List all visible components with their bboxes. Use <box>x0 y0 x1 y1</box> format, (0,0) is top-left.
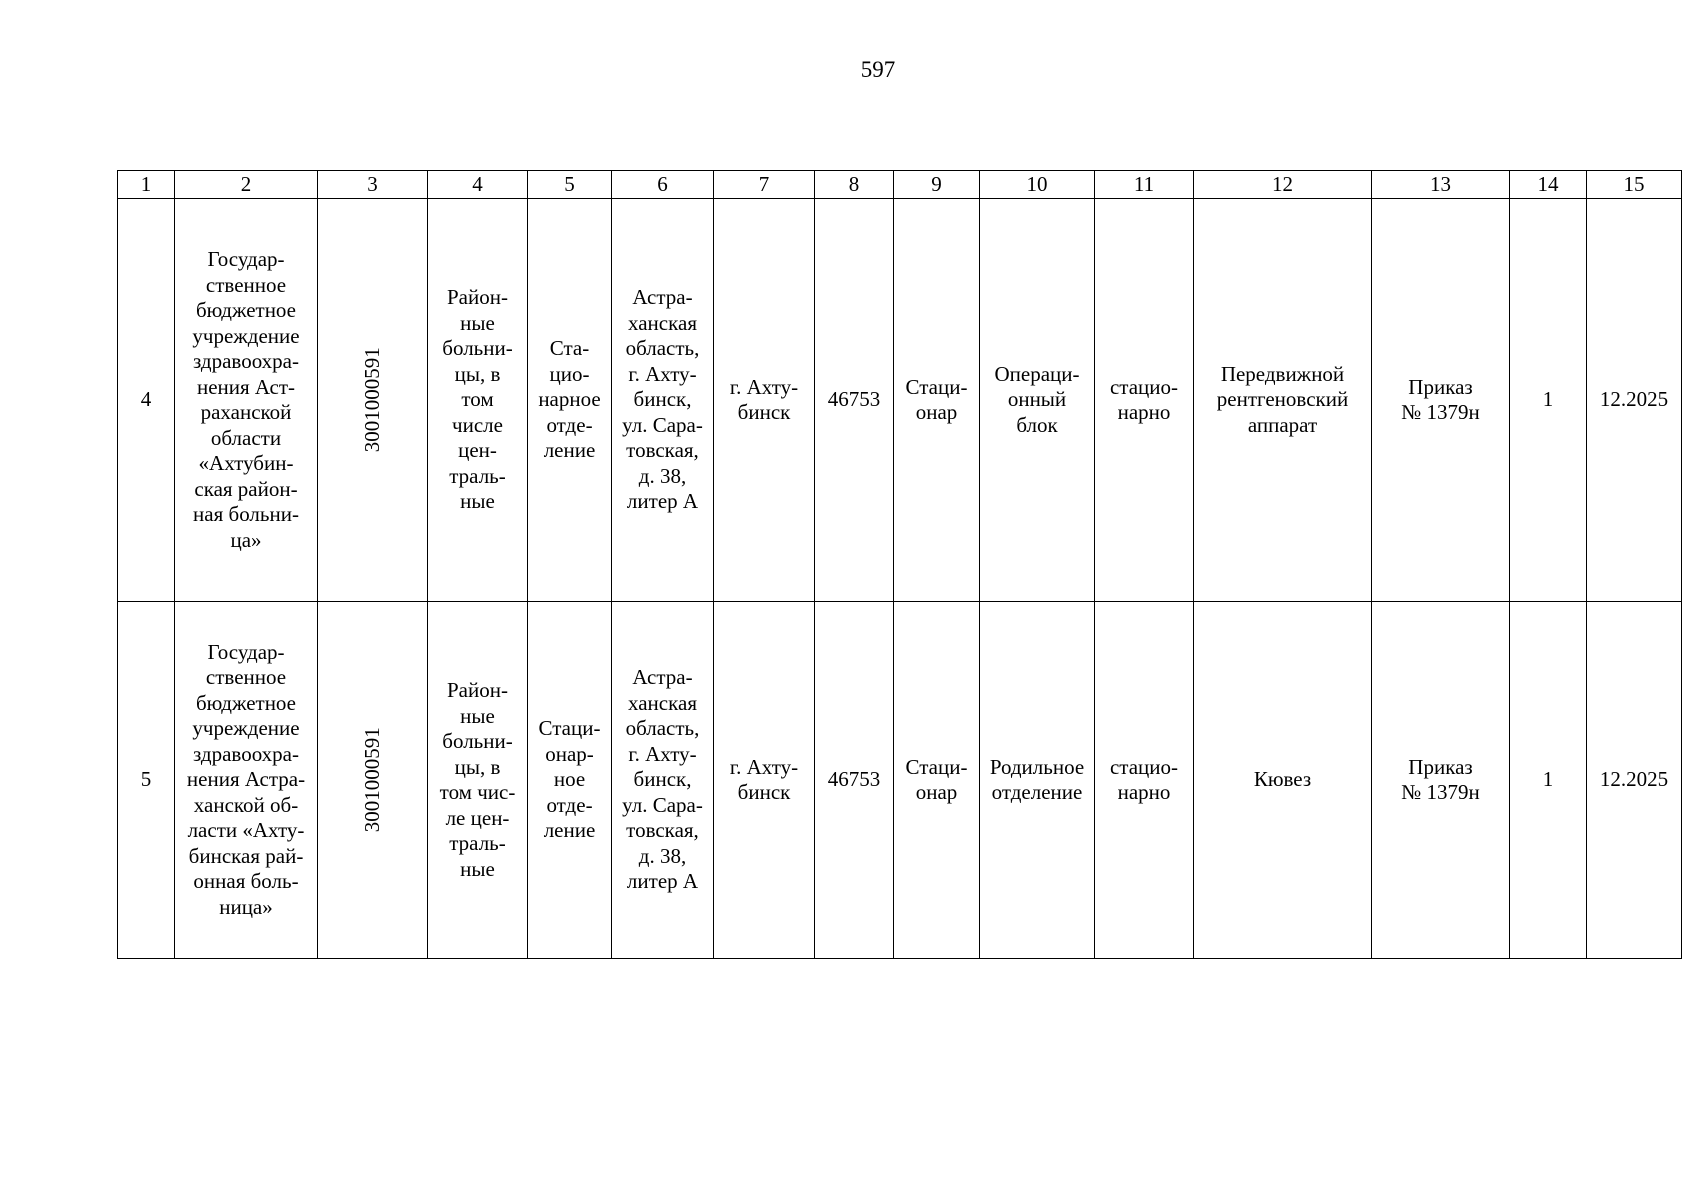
equipment-table <box>117 170 1682 959</box>
page-number: 597 <box>860 57 896 82</box>
cell-line: Государ- <box>207 639 285 664</box>
unit-cell <box>528 199 612 602</box>
cell-line: онар <box>915 400 958 424</box>
order-cell <box>1372 602 1510 959</box>
cell-line: товская, <box>626 438 699 463</box>
cell-line: ул. Сара- <box>622 412 703 437</box>
cell-line: Стаци- <box>538 716 601 741</box>
row-number-cell: 4 <box>118 199 175 602</box>
header-cell: 13 <box>1372 171 1510 199</box>
cell-line: учреждение <box>192 323 300 348</box>
header-cell: 1 <box>118 171 175 199</box>
cell-line: здравоохра- <box>193 741 299 766</box>
table-row <box>118 199 1682 602</box>
cell-line: Кювез <box>1253 767 1312 792</box>
header-cell: 2 <box>175 171 318 199</box>
cell-line: цен- <box>458 438 497 463</box>
code-cell <box>318 602 428 959</box>
cell-line: литер А <box>626 489 699 514</box>
cell-lines <box>1196 362 1369 439</box>
cell-line: аппарат <box>1247 412 1318 437</box>
cell-line: Приказ <box>1408 374 1473 399</box>
cell-line: ласти «Ахту- <box>187 818 305 843</box>
cell-lines <box>530 336 609 464</box>
cell-lines <box>430 678 525 882</box>
cell-line: отде- <box>546 412 593 437</box>
cell-line: ственное <box>205 665 287 690</box>
form-cell <box>894 602 980 959</box>
header-cell: 4 <box>428 171 528 199</box>
cell-line: нения Аст- <box>196 374 296 399</box>
cell-line: Родильное <box>989 754 1085 779</box>
cell-line: ле цен- <box>445 805 510 830</box>
header-cell: 6 <box>612 171 714 199</box>
cell-lines <box>1097 375 1191 426</box>
cell-line: траль- <box>449 463 506 488</box>
unit-cell <box>528 602 612 959</box>
department-cell <box>980 199 1095 602</box>
cell-line: ца» <box>230 527 262 552</box>
cell-line: здравоохра- <box>193 349 299 373</box>
cell-lines <box>430 285 525 515</box>
cell-line: больни- <box>442 336 513 361</box>
cell-lines <box>530 716 609 844</box>
cell-line: ные <box>460 489 495 514</box>
cell-line: рентгеновский <box>1216 387 1349 412</box>
cell-line: нарно <box>1117 400 1171 424</box>
cell-line: отделение <box>991 780 1083 804</box>
cell-lines <box>896 375 977 426</box>
header-cell: 5 <box>528 171 612 199</box>
okato-cell: 46753 <box>815 602 894 959</box>
cell-line: траль- <box>449 831 506 855</box>
cell-line: учреждение <box>192 716 300 741</box>
header-cell: 11 <box>1095 171 1194 199</box>
cell-line: № 1379н <box>1401 780 1480 804</box>
header-cell: 7 <box>714 171 815 199</box>
cell-lines <box>982 362 1092 439</box>
cell-line: бинская рай- <box>188 843 304 868</box>
cell-line: раханской <box>200 400 292 424</box>
date-cell: 12.2025 <box>1587 199 1682 602</box>
cell-lines <box>1097 755 1191 806</box>
form-cell <box>894 199 980 602</box>
cell-line: стацио- <box>1109 374 1179 399</box>
cell-lines <box>1374 375 1507 426</box>
header-cell: 12 <box>1194 171 1372 199</box>
cell-line: том <box>461 387 494 412</box>
type-cell <box>428 199 528 602</box>
quantity-cell: 1 <box>1510 602 1587 959</box>
cell-line: отде- <box>546 792 593 817</box>
institution-cell <box>175 199 318 602</box>
city-cell <box>714 602 815 959</box>
cell-line: больни- <box>442 729 513 753</box>
cell-lines <box>716 755 812 806</box>
cell-line: ница» <box>219 894 273 919</box>
cell-line: ная больни- <box>193 502 299 526</box>
cell-line: ные <box>460 703 495 728</box>
cell-line: бинск <box>737 400 791 424</box>
cell-lines <box>1374 755 1507 806</box>
cell-line: бюджетное <box>195 298 297 322</box>
cell-line: товская, <box>626 818 699 843</box>
header-cell: 15 <box>1587 171 1682 199</box>
cell-line: ное <box>553 767 586 792</box>
department-cell <box>980 602 1095 959</box>
cell-line: бинск, <box>633 767 692 792</box>
address-cell <box>612 602 714 959</box>
cell-line: г. Ахту- <box>628 361 697 386</box>
conditions-cell <box>1095 602 1194 959</box>
cell-line: Район- <box>447 678 508 702</box>
equipment-cell <box>1194 199 1372 602</box>
cell-line: Операци- <box>994 361 1080 386</box>
cell-line: онар- <box>545 741 594 766</box>
header-cell: 9 <box>894 171 980 199</box>
city-cell <box>714 199 815 602</box>
cell-line: том чис- <box>439 780 516 804</box>
cell-lines <box>716 375 812 426</box>
header-cell: 3 <box>318 171 428 199</box>
cell-line: литер А <box>626 869 699 894</box>
cell-line: ные <box>460 856 495 881</box>
code-vertical-text: 3001000591 <box>359 347 384 453</box>
cell-line: г. Ахту- <box>729 754 799 779</box>
cell-lines <box>896 755 977 806</box>
cell-line: область, <box>625 336 700 361</box>
cell-line: Приказ <box>1408 754 1473 779</box>
cell-lines <box>614 285 711 515</box>
cell-line: числе <box>452 412 503 437</box>
cell-line: цио- <box>549 361 590 386</box>
cell-line: область, <box>625 716 700 741</box>
cell-line: Астра- <box>632 285 693 310</box>
address-cell <box>612 199 714 602</box>
cell-line: онный <box>1007 387 1067 412</box>
cell-line: ные <box>460 310 495 335</box>
cell-lines <box>177 247 315 553</box>
table-header-row <box>118 171 1682 199</box>
conditions-cell <box>1095 199 1194 602</box>
code-cell <box>318 199 428 602</box>
cell-line: бюджетное <box>195 690 297 715</box>
quantity-cell: 1 <box>1510 199 1587 602</box>
header-cell: 10 <box>980 171 1095 199</box>
type-cell <box>428 602 528 959</box>
cell-line: «Ахтубин- <box>198 451 294 475</box>
cell-line: Передвижной <box>1220 361 1345 386</box>
cell-line: ханская <box>628 310 697 335</box>
header-cell: 14 <box>1510 171 1587 199</box>
header-cell: 8 <box>815 171 894 199</box>
cell-line: Стаци- <box>905 754 968 779</box>
cell-line: области <box>210 425 282 450</box>
table-row <box>118 602 1682 959</box>
equipment-cell <box>1194 602 1372 959</box>
institution-cell <box>175 602 318 959</box>
cell-line: нения Астра- <box>186 767 306 792</box>
cell-line: блок <box>1016 412 1058 437</box>
cell-line: Ста- <box>549 336 590 361</box>
cell-line: ская район- <box>194 476 298 501</box>
cell-line: Стаци- <box>905 374 968 399</box>
cell-line: бинск <box>737 780 791 804</box>
cell-line: ственное <box>205 272 287 297</box>
cell-line: ханская <box>628 690 697 715</box>
cell-line: стацио- <box>1109 754 1179 779</box>
date-cell: 12.2025 <box>1587 602 1682 959</box>
cell-lines <box>982 755 1092 806</box>
cell-line: Государ- <box>207 247 285 271</box>
cell-line: онар <box>915 780 958 804</box>
cell-line: нарно <box>1117 780 1171 804</box>
cell-line: г. Ахту- <box>628 741 697 766</box>
cell-line: д. 38, <box>638 843 687 868</box>
cell-line: № 1379н <box>1401 400 1480 424</box>
cell-lines <box>1196 767 1369 793</box>
code-vertical-text: 3001000591 <box>359 727 384 833</box>
cell-lines <box>614 665 711 895</box>
row-number-cell: 5 <box>118 602 175 959</box>
cell-line: Астра- <box>632 665 693 690</box>
cell-line: Район- <box>447 285 508 310</box>
cell-line: д. 38, <box>638 463 687 488</box>
cell-line: цы, в <box>454 361 501 386</box>
cell-line: онная боль- <box>193 869 299 894</box>
cell-line: г. Ахту- <box>729 374 799 399</box>
cell-line: нарное <box>538 387 601 412</box>
cell-line: цы, в <box>454 754 501 779</box>
cell-line: ханской об- <box>193 792 299 817</box>
cell-line: ление <box>543 438 596 463</box>
cell-lines <box>177 640 315 921</box>
order-cell <box>1372 199 1510 602</box>
okato-cell: 46753 <box>815 199 894 602</box>
cell-line: бинск, <box>633 387 692 412</box>
cell-line: ул. Сара- <box>622 792 703 817</box>
cell-line: ление <box>543 818 596 843</box>
